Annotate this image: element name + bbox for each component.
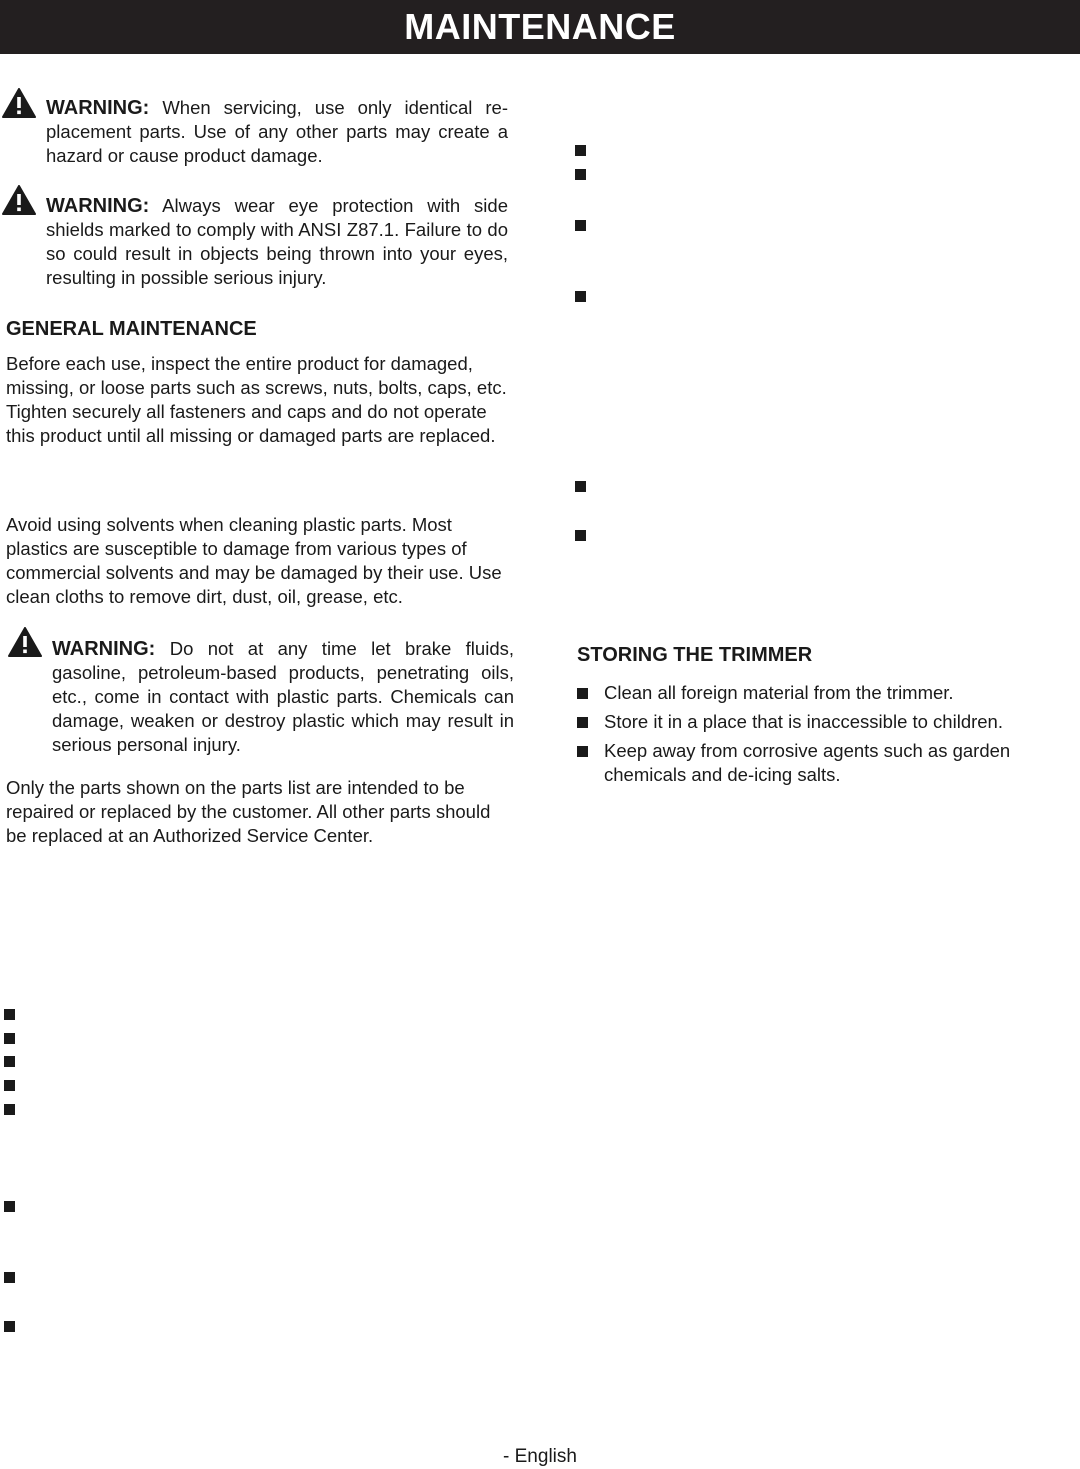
general-maintenance-paragraph-3: Only the parts shown on the parts list are intended to be repaired or replaced by the customer. All other parts should be replaced at an Authorized Service Center. bbox=[6, 777, 491, 846]
bullet-marker bbox=[4, 1201, 15, 1212]
storing-item-1: Clean all foreign material from the trimmer. bbox=[604, 682, 954, 703]
bullet-marker bbox=[577, 717, 588, 728]
warning-triangle-icon bbox=[2, 88, 36, 118]
bullet-marker bbox=[577, 688, 588, 699]
warning-text: Do not at any time let brake fluids, gasoline, petroleum-based products, penetrating oils, etc., come in contact with plastic parts. Chemicals can damage, weaken or destroy plastic which may result in serious personal injury. bbox=[52, 638, 514, 755]
warning-block-3 bbox=[52, 637, 514, 757]
warning-text: When servicing, use only identical re-placement parts. Use of any other parts may create a hazard or cause product damage. bbox=[46, 97, 509, 166]
bullet-marker bbox=[4, 1009, 15, 1020]
general-maintenance-paragraph-1: Before each use, inspect the entire product for damaged, missing, or loose parts such as screws, nuts, bolts, caps, etc. Tighten securely all fasteners and caps and do not operate this product until all missing or damaged parts are replaced. bbox=[6, 353, 507, 446]
bullet-marker bbox=[575, 481, 586, 492]
bullet-marker bbox=[575, 169, 586, 180]
warning-triangle-icon bbox=[2, 185, 36, 215]
bullet-marker bbox=[575, 220, 586, 231]
page-header bbox=[0, 0, 1080, 54]
general-maintenance-paragraph-2: Avoid using solvents when cleaning plastic parts. Most plastics are susceptible to damage from various types of commercial solvents and may be damaged by their use. Use clean cloths to remove dirt, dust, oil, grease, etc. bbox=[6, 514, 502, 607]
warning-label: WARNING: bbox=[46, 97, 150, 119]
bullet-marker bbox=[577, 746, 588, 757]
storing-item-3: Keep away from corrosive agents such as garden chemicals and de-icing salts. bbox=[604, 740, 1011, 785]
page-title: MAINTENANCE bbox=[404, 6, 676, 47]
warning-label: WARNING: bbox=[46, 195, 150, 217]
warning-block-2 bbox=[46, 194, 508, 290]
bullet-marker bbox=[4, 1080, 15, 1091]
bullet-marker bbox=[4, 1033, 15, 1044]
bullet-marker bbox=[4, 1056, 15, 1067]
bullet-marker bbox=[575, 530, 586, 541]
bullet-marker bbox=[4, 1321, 15, 1332]
storing-item-2: Store it in a place that is inaccessible to children. bbox=[604, 711, 1003, 732]
warning-label: WARNING: bbox=[52, 638, 156, 660]
bullet-marker bbox=[4, 1104, 15, 1115]
page-footer: - English bbox=[503, 1446, 577, 1467]
warning-block-1 bbox=[46, 96, 508, 168]
warning-text: Always wear eye protection with side shields marked to comply with ANSI Z87.1. Failure to do so could result in objects being thrown into your eyes, resulting in possible serious injury. bbox=[46, 195, 508, 288]
section-title-general-maintenance: GENERAL MAINTENANCE bbox=[6, 318, 257, 340]
bullet-marker bbox=[575, 145, 586, 156]
section-title-storing-the-trimmer: STORING THE TRIMMER bbox=[577, 644, 813, 666]
bullet-marker bbox=[4, 1272, 15, 1283]
bullet-marker bbox=[575, 291, 586, 302]
warning-triangle-icon bbox=[8, 627, 42, 657]
